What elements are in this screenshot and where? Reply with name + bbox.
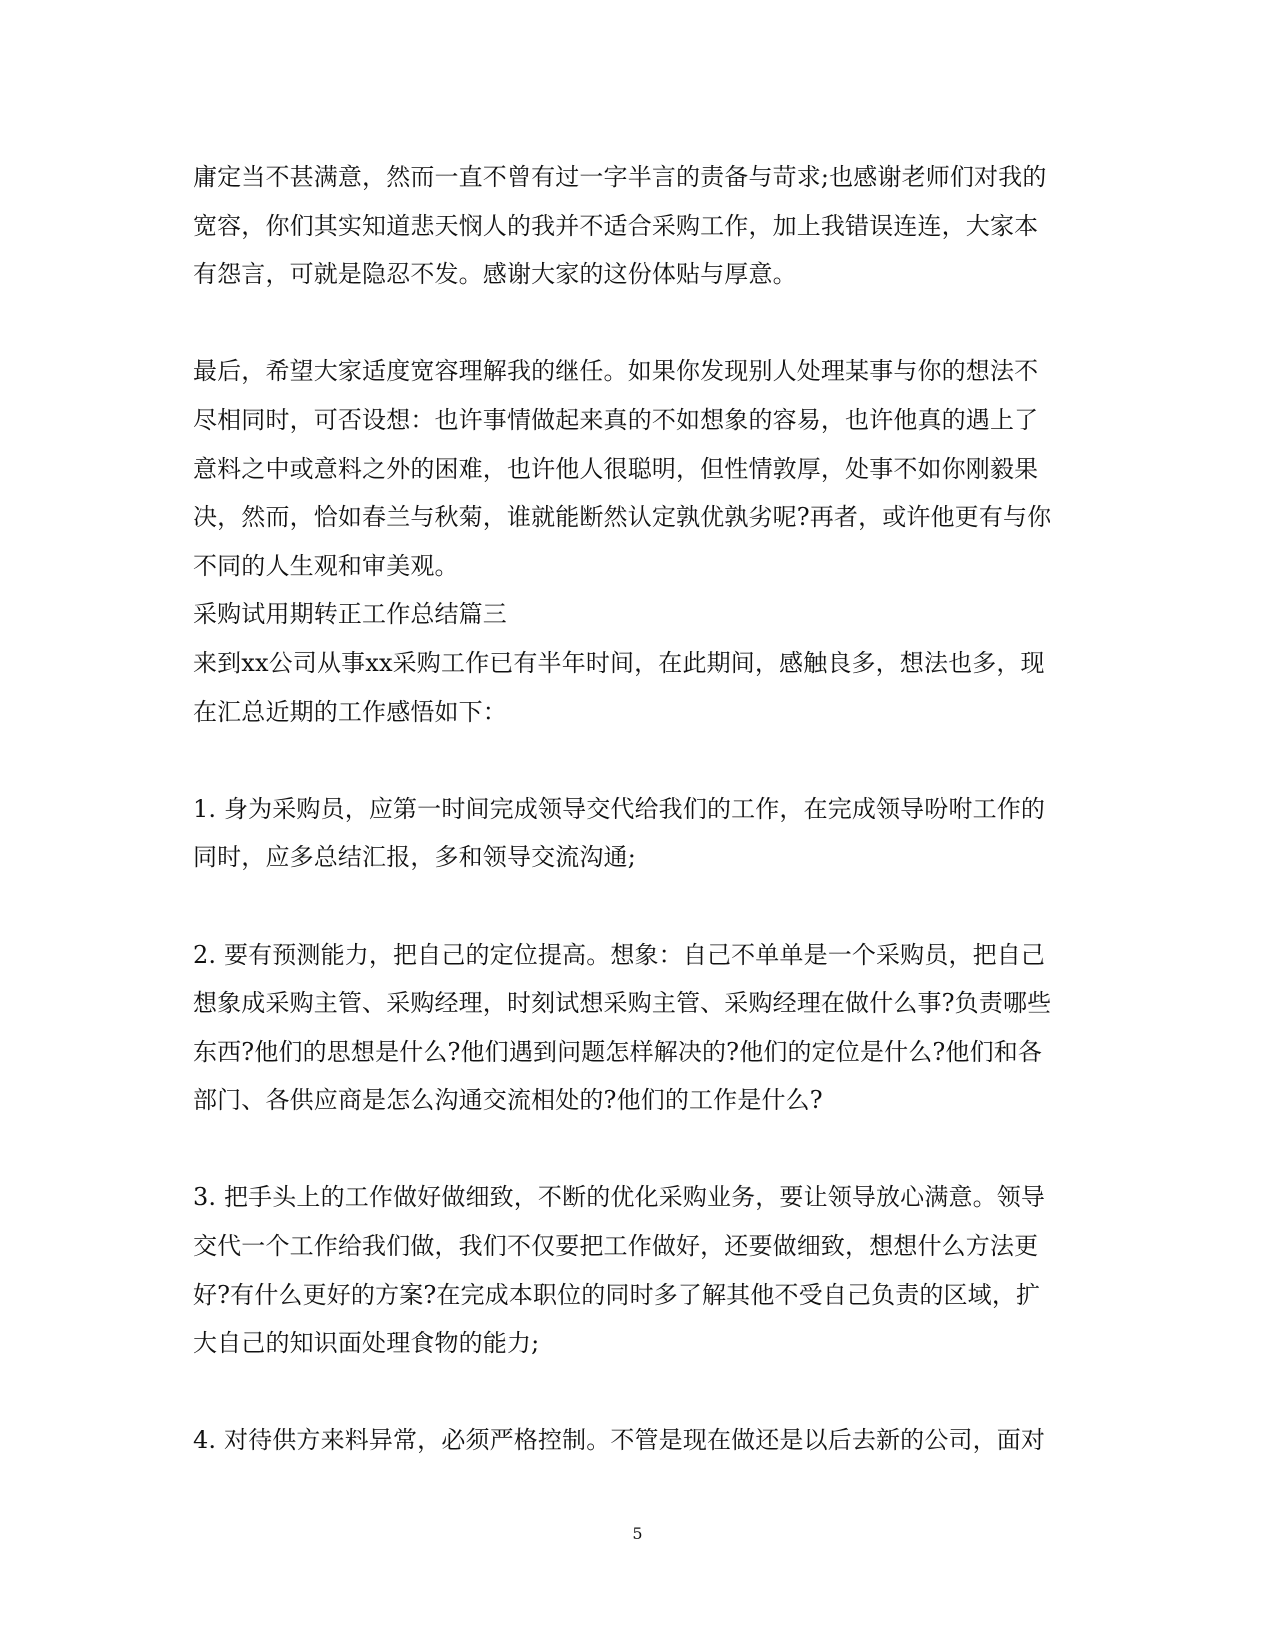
text-line: 交代一个工作给我们做，我们不仅要把工作做好，还要做细致，想想什么方法更 <box>193 1232 1039 1261</box>
text-line: 在汇总近期的工作感悟如下： <box>193 697 507 726</box>
text-line: 意料之中或意料之外的困难，也许他人很聪明，但性情敦厚，处事不如你刚毅果 <box>193 454 1039 483</box>
list-item <box>193 785 1086 882</box>
text-line: 3. 把手头上的工作做好做细致，不断的优化采购业务，要让领导放心满意。领导 <box>193 1183 1046 1212</box>
section-heading: 采购试用期转正工作总结篇三 <box>193 600 507 629</box>
text-line: 不同的人生观和审美观。 <box>193 551 459 580</box>
text-line: 大自己的知识面处理食物的能力; <box>193 1329 540 1358</box>
text-line: 部门、各供应商是怎么沟通交流相处的?他们的工作是什么? <box>193 1086 823 1115</box>
page-number: 5 <box>632 1524 643 1543</box>
paragraph-gap <box>193 736 1086 785</box>
text-line: 有怨言，可就是隐忍不发。感谢大家的这份体贴与厚意。 <box>193 260 797 289</box>
document-body <box>193 153 1086 1465</box>
text-line: 4. 对待供方来料异常，必须严格控制。不管是现在做还是以后去新的公司，面对 <box>193 1426 1046 1455</box>
paragraph-gap <box>193 1125 1086 1174</box>
text-line: 尽相同时，可否设想：也许事情做起来真的不如想象的容易，也许他真的遇上了 <box>193 405 1039 434</box>
text-line: 2. 要有预测能力，把自己的定位提高。想象：自己不单单是一个采购员，把自己 <box>193 940 1046 969</box>
paragraph <box>193 153 1086 299</box>
text-line: 好?有什么更好的方案?在完成本职位的同时多了解其他不受自己负责的区域，扩 <box>193 1280 1041 1309</box>
list-item <box>193 931 1086 1125</box>
text-line: 决，然而，恰如春兰与秋菊，谁就能断然认定孰优孰劣呢?再者，或许他更有与你 <box>193 503 1052 532</box>
text-line: 最后，希望大家适度宽容理解我的继任。如果你发现别人处理某事与你的想法不 <box>193 357 1039 386</box>
text-line: 东西?他们的思想是什么?他们遇到问题怎样解决的?他们的定位是什么?他们和各 <box>193 1037 1043 1066</box>
text-line: 来到xx公司从事xx采购工作已有半年时间，在此期间，感触良多，想法也多，现 <box>193 648 1045 677</box>
text-line: 1. 身为采购员，应第一时间完成领导交代给我们的工作，在完成领导吩咐工作的 <box>193 794 1046 823</box>
text-line: 想象成采购主管、采购经理，时刻试想采购主管、采购经理在做什么事?负责哪些 <box>193 989 1052 1018</box>
paragraph-gap <box>193 1368 1086 1417</box>
list-item <box>193 1173 1086 1367</box>
text-line: 同时，应多总结汇报，多和领导交流沟通; <box>193 843 636 872</box>
paragraph-gap <box>193 299 1086 348</box>
list-item <box>193 1416 1086 1465</box>
text-line: 庸定当不甚满意，然而一直不曾有过一字半言的责备与苛求;也感谢老师们对我的 <box>193 163 1047 191</box>
paragraph-gap <box>193 882 1086 931</box>
paragraph <box>193 347 1086 736</box>
text-line: 宽容，你们其实知道悲天悯人的我并不适合采购工作，加上我错误连连，大家本 <box>193 211 1039 240</box>
